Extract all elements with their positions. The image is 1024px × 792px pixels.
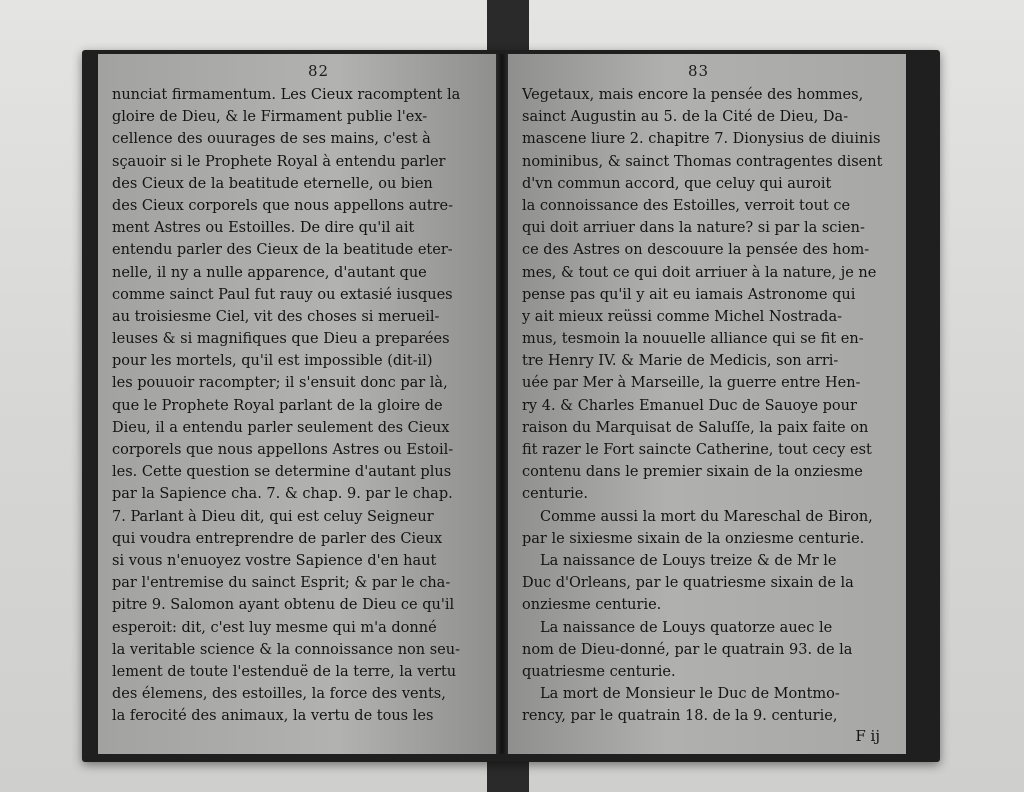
text-line: Comme aussi la mort du Mareschal de Biron,: [540, 508, 873, 525]
text-line: sainct Augustin au 5. de la Cité de Dieu, Da-: [522, 109, 849, 126]
text-line: rency, par le quatrain 18. de la 9. centurie,: [522, 708, 838, 725]
text-line: si vous n'enuoyez vostre Sapience d'en haut: [112, 552, 437, 569]
left-page: [98, 54, 496, 754]
text-line: qui doit arriuer dans la nature? si par la scien-: [522, 220, 865, 237]
text-line: la ferocité des animaux, la vertu de tous les: [112, 708, 434, 725]
text-line: pitre 9. Salomon ayant obtenu de Dieu ce qu'il: [112, 597, 455, 614]
text-line: pense pas qu'il y ait eu iamais Astronome qui: [522, 286, 856, 303]
text-line: mascene liure 2. chapitre 7. Dionysius de diuinis: [522, 131, 881, 148]
text-line: par l'entremise du sainct Esprit; & par le cha-: [112, 575, 451, 592]
text-line: la veritable science & la connoissance non seu-: [112, 641, 460, 658]
text-line: pour les mortels, qu'il est impossible (dit-il): [112, 353, 433, 370]
text-line: ry 4. & Charles Emanuel Duc de Sauoye pour: [522, 397, 857, 414]
text-line: fit razer le Fort saincte Catherine, tout cecy est: [522, 442, 872, 458]
text-line: 7. Parlant à Dieu dit, qui est celuy Seigneur: [112, 508, 434, 525]
text-line: quatriesme centurie.: [522, 663, 676, 680]
text-line: d'vn commun accord, que celuy qui auroit: [522, 175, 832, 192]
text-line: comme sainct Paul fut rauy ou extasié iusques: [112, 286, 453, 303]
text-line: nelle, il ny a nulle apparence, d'autant que: [112, 264, 427, 281]
text-line: nominibus, & sainct Thomas contragentes disent: [522, 153, 883, 170]
book-gutter: [496, 54, 508, 754]
text-line: mus, tesmoin la nouuelle alliance qui se fit en-: [522, 331, 864, 348]
right-page: [508, 54, 906, 754]
text-line: les pouuoir racompter; il s'ensuit donc par là,: [112, 375, 448, 392]
left-page-text: [112, 84, 486, 727]
text-line: des Cieux corporels que nous appellons autre-: [112, 197, 454, 214]
text-line: la connoissance des Estoilles, verroit tout ce: [522, 197, 851, 214]
text-line: leuses & si magnifiques que Dieu a preparées: [112, 331, 450, 348]
text-line: nom de Dieu-donné, par le quatrain 93. de la: [522, 641, 853, 658]
text-line: esperoit: dit, c'est luy mesme qui m'a donné: [112, 619, 437, 636]
text-line: ce des Astres on descouure la pensée des hom-: [522, 242, 870, 259]
text-line: par le sixiesme sixain de la onziesme centurie.: [522, 530, 865, 547]
text-line: raison du Marquisat de Saluſſe, la paix faite on: [522, 419, 869, 436]
text-line: lement de toute l'estenduë de la terre, la vertu: [112, 663, 457, 680]
text-line: cellence des ouurages de ses mains, c'est à: [112, 131, 431, 148]
text-line: corporels que nous appellons Astres ou Estoil-: [112, 442, 454, 458]
text-line: que le Prophete Royal parlant de la gloire de: [112, 397, 443, 414]
text-line: les. Cette question se determine d'autant plus: [112, 464, 452, 481]
text-line: contenu dans le premier sixain de la onziesme: [522, 464, 863, 481]
text-line: des Cieux de la beatitude eternelle, ou bien: [112, 175, 433, 192]
text-line: par la Sapience cha. 7. & chap. 9. par le chap.: [112, 486, 453, 503]
text-line: tre Henry IV. & Marie de Medicis, son arri-: [522, 353, 839, 370]
book-strap-bottom: [487, 758, 529, 792]
text-line: onziesme centurie.: [522, 597, 662, 614]
text-line: La mort de Monsieur le Duc de Montmo-: [540, 686, 840, 703]
right-page-number: 83: [688, 62, 710, 80]
text-line: des élemens, des estoilles, la force des vents,: [112, 686, 446, 703]
text-line: Duc d'Orleans, par le quatriesme sixain de la: [522, 575, 854, 592]
text-line: Vegetaux, mais encore la pensée des hommes,: [522, 87, 864, 103]
text-line: ment Astres ou Estoilles. De dire qu'il ait: [112, 220, 415, 237]
text-line: centurie.: [522, 486, 588, 503]
text-line: nunciat firmamentum. Les Cieux racomptent la: [112, 87, 461, 103]
text-line: La naissance de Louys quatorze auec le: [540, 619, 833, 636]
left-page-number: 82: [308, 62, 330, 80]
text-line: au troisiesme Ciel, vit des choses si merueil-: [112, 308, 440, 325]
text-line: entendu parler des Cieux de la beatitude eter-: [112, 242, 453, 259]
text-line: qui voudra entreprendre de parler des Cieux: [112, 530, 443, 547]
text-line: mes, & tout ce qui doit arriuer à la nature, je ne: [522, 264, 877, 281]
signature-mark: F ij: [855, 727, 880, 745]
text-line: y ait mieux reüssi comme Michel Nostrada-: [522, 308, 842, 325]
text-line: La naissance de Louys treize & de Mr le: [540, 552, 837, 569]
right-page-text: [522, 84, 896, 727]
text-line: Dieu, il a entendu parler seulement des Cieux: [112, 419, 450, 436]
text-line: gloire de Dieu, & le Firmament publie l'ex-: [112, 109, 428, 126]
text-line: sçauoir si le Prophete Royal à entendu parler: [112, 153, 446, 170]
text-line: uée par Mer à Marseille, la guerre entre Hen-: [522, 375, 861, 392]
